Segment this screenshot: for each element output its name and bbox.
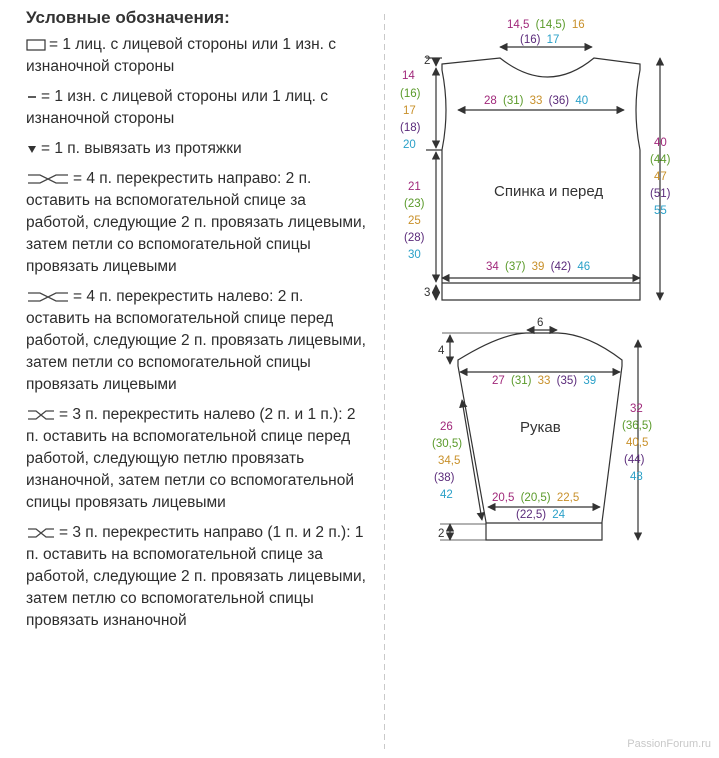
armhole-labels [400, 70, 421, 151]
svg-text:55: 55 [654, 205, 667, 217]
svg-text:48: 48 [630, 471, 643, 483]
neck-top-labels: 14,5 (14,5) 16 [507, 19, 585, 31]
sleeve-side-arrow [462, 400, 482, 520]
svg-text:(23): (23) [404, 198, 425, 210]
legend-item-cross3-right: = 3 п. перекрестить направо (1 п. и 2 п.): 1 п. оставить на вспомогательной спице за работой, следующие 2 п. провязать лицевыми, затем петлю со вспомогательной спицы провязать изнаночной [26, 524, 366, 629]
cuff-width-top-labels: 20,5 (20,5) 22,5 [492, 492, 580, 504]
sleeve-length-labels [622, 403, 652, 483]
svg-text:(36,5): (36,5) [622, 420, 653, 432]
chest-width-labels: 28 (31) 33 (36) 40 [484, 95, 589, 107]
legend-item-cross4-right: = 4 п. перекрестить направо: 2 п. оставить на вспомогательной спице за работой, следующие 2 п. провязать лицевыми, затем петли со вспомогательной спицы провязать лицевыми [26, 170, 366, 275]
svg-text:25: 25 [408, 215, 421, 227]
svg-text:40: 40 [654, 137, 667, 149]
legend-item-purl: = 1 изн. с лицевой стороны или 1 лиц. с изнаночной стороны [26, 88, 329, 127]
svg-text:(30,5): (30,5) [432, 438, 463, 450]
svg-text:34,5: 34,5 [438, 455, 461, 467]
svg-text:21: 21 [408, 181, 421, 193]
svg-text:(51): (51) [650, 188, 671, 200]
upper-width-labels: 27 (31) 33 (35) 39 [492, 375, 597, 387]
shoulder-label: 2 [424, 55, 431, 67]
svg-text:47: 47 [654, 171, 667, 183]
svg-text:14: 14 [402, 70, 415, 82]
rib-label: 3 [424, 287, 431, 299]
legend-title: Условные обозначения: [26, 8, 230, 27]
sleeve-side-labels [432, 421, 462, 501]
cap-height-label: 4 [438, 345, 445, 357]
svg-text:(28): (28) [404, 232, 425, 244]
body-title: Спинка и перед [494, 183, 604, 200]
sleeve-title: Рукав [520, 419, 561, 436]
svg-text:32: 32 [630, 403, 643, 415]
watermark: PassionForum.ru [627, 738, 711, 750]
svg-text:(18): (18) [400, 122, 421, 134]
legend-item-knit: = 1 лиц. с лицевой стороны или 1 изн. с изнаночной стороны [26, 36, 337, 75]
svg-text:26: 26 [440, 421, 453, 433]
neck-bottom-labels: (16) 17 [520, 34, 560, 46]
cuff-label: 2 [438, 528, 445, 540]
svg-text:(44): (44) [624, 454, 645, 466]
legend-item-strand: = 1 п. вывязать из протяжки [26, 138, 371, 160]
svg-text:(44): (44) [650, 154, 671, 166]
svg-text:17: 17 [403, 105, 416, 117]
side-length-labels [404, 181, 425, 261]
legend-item-cross4-left: = 4 п. перекрестить налево: 2 п. оставить на вспомогательной спице перед работой, следующие 2 п. провязать лицевыми, затем петли со вспомогательной спицы провязать лицевыми [26, 288, 366, 393]
svg-text:30: 30 [408, 249, 421, 261]
legend-item-cross3-left: = 3 п. перекрестить налево (2 п. и 1 п.): 2 п. оставить на вспомогательной спице перед работой, следующую петлю провязать изнаночной, затем петли со вспомогательной спицы провязать лицевыми [26, 406, 356, 511]
svg-text:40,5: 40,5 [626, 437, 649, 449]
svg-text:42: 42 [440, 489, 453, 501]
cap-top-label: 6 [537, 317, 544, 329]
svg-text:(38): (38) [434, 472, 455, 484]
svg-text:(16): (16) [400, 88, 421, 100]
svg-text:20: 20 [403, 139, 416, 151]
cuff-width-bottom-labels: (22,5) 24 [516, 509, 566, 521]
bottom-width-labels: 34 (37) 39 (42) 46 [486, 261, 591, 273]
